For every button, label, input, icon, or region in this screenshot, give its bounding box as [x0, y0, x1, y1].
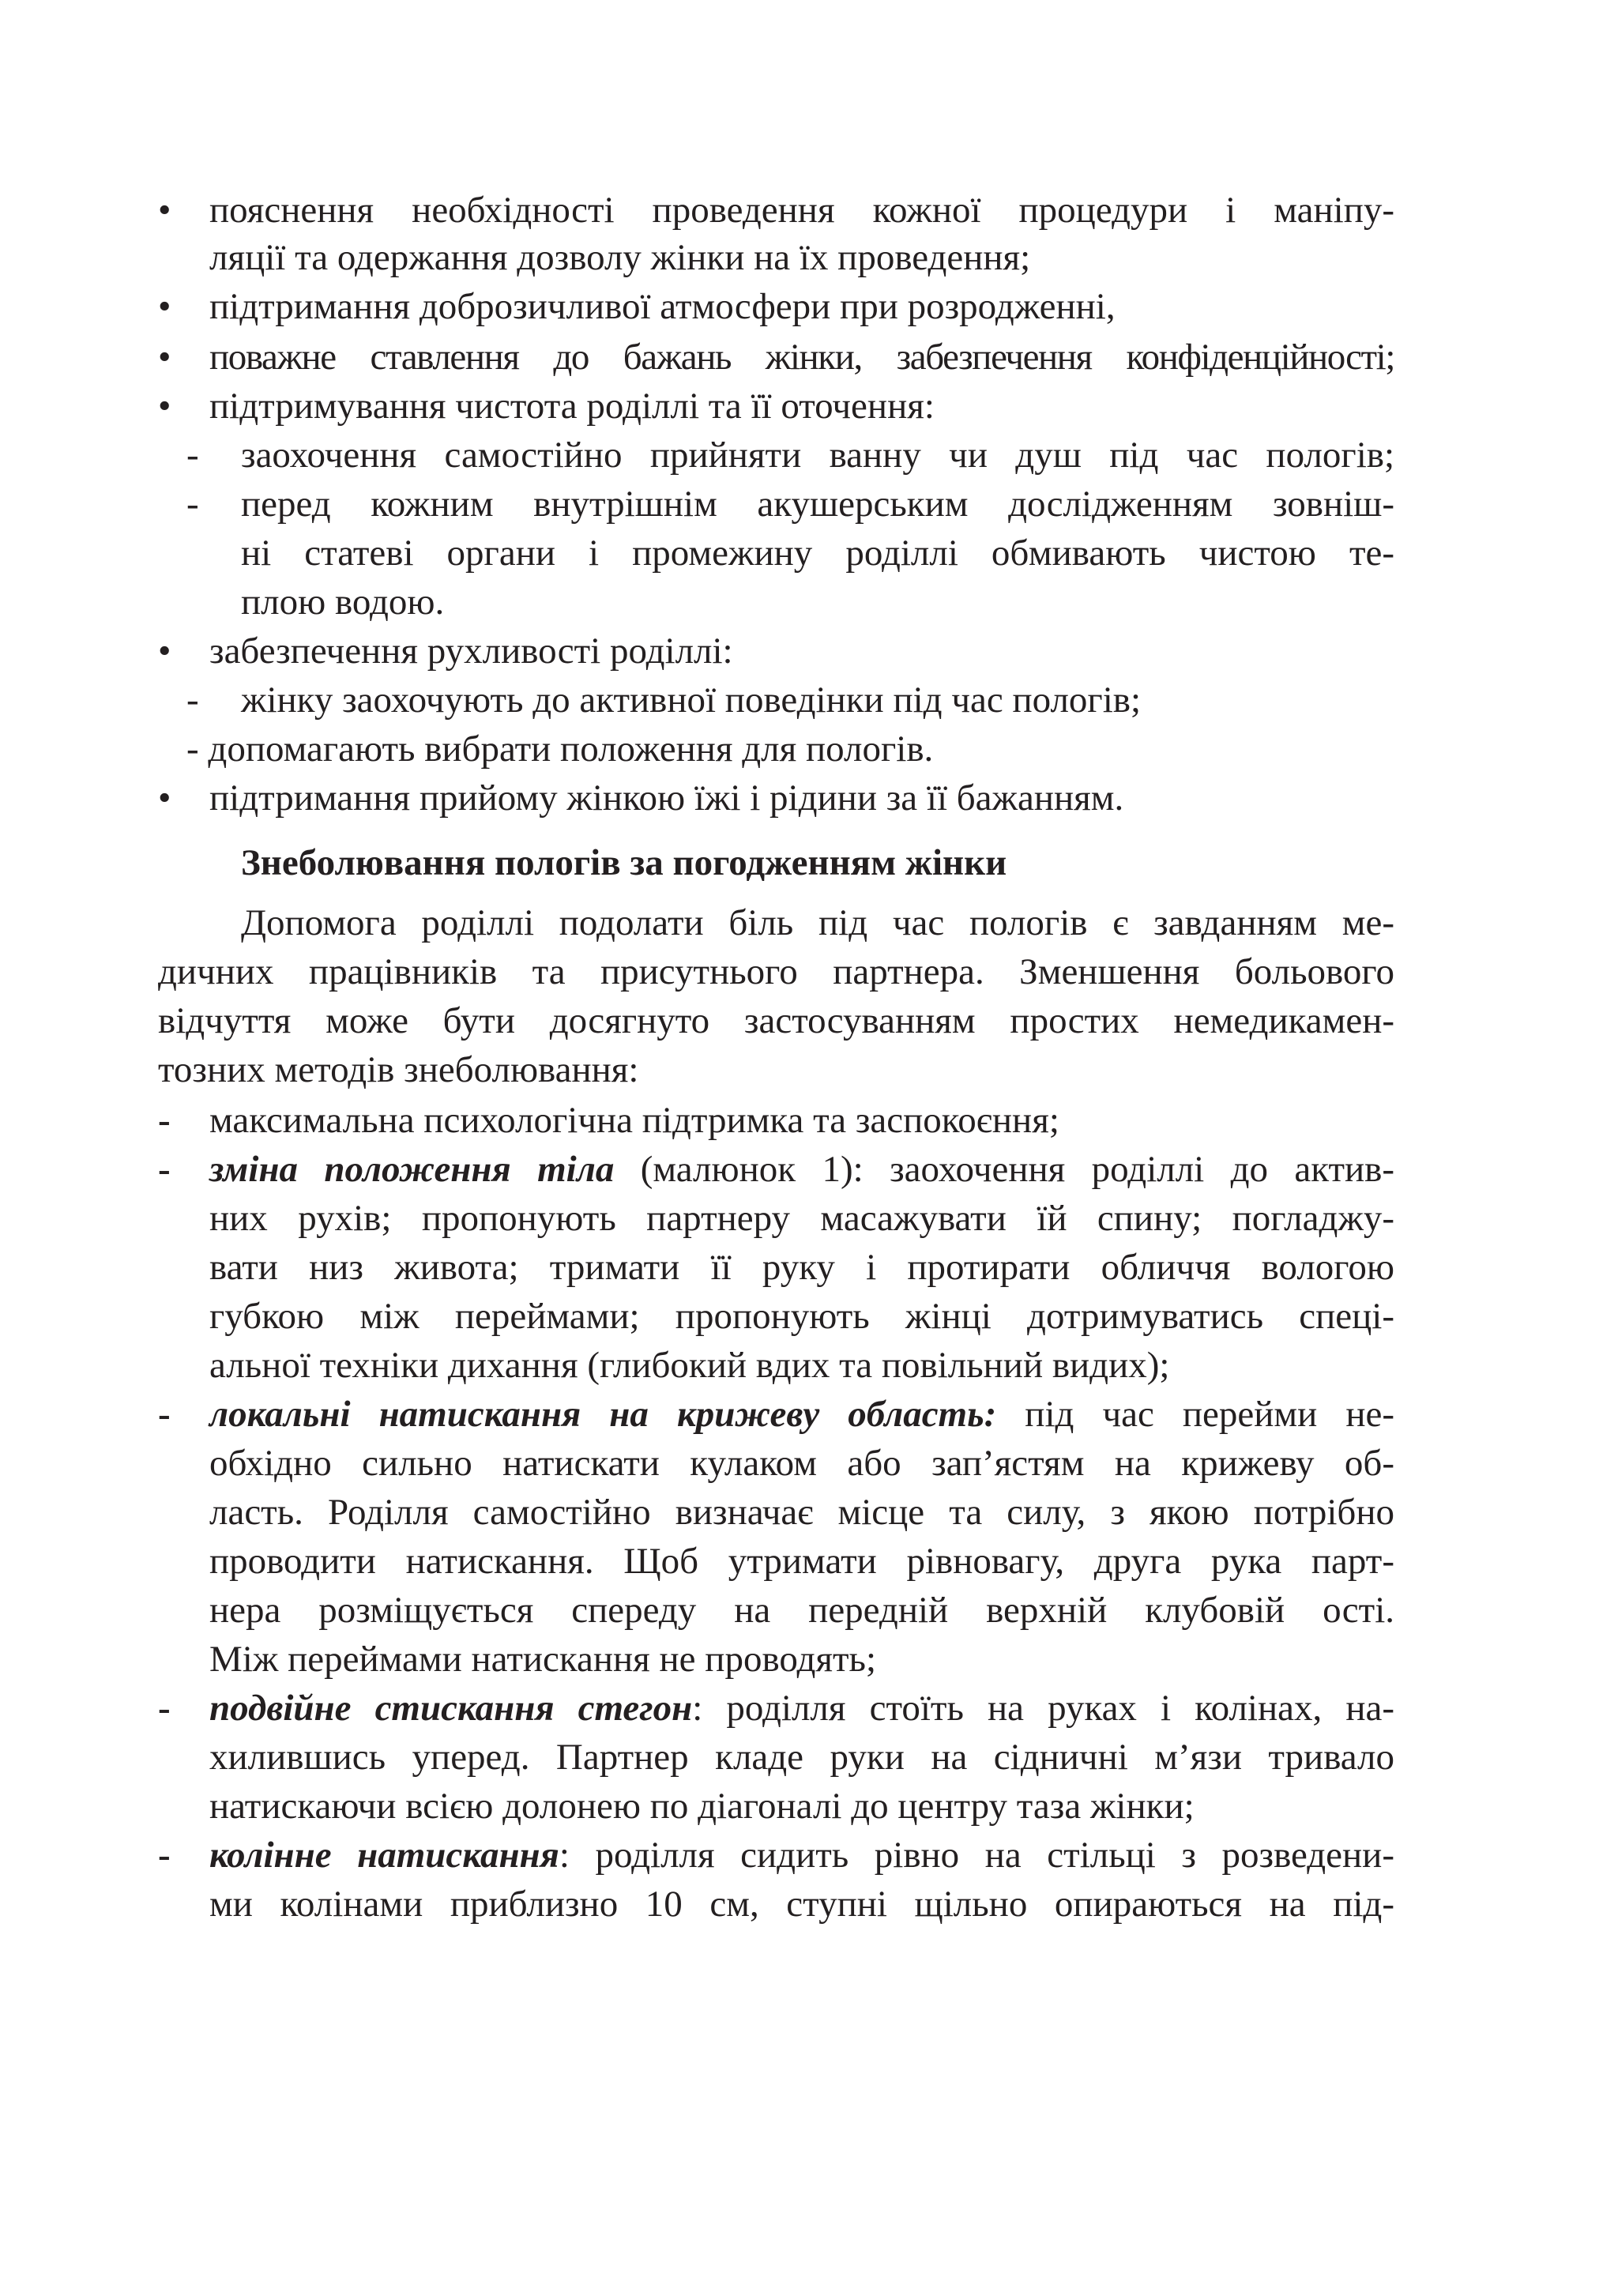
- dash-marker: -: [158, 1149, 171, 1190]
- method-line: Між переймами натискання не проводять;: [209, 1639, 877, 1680]
- bullet-line: ляції та одержання дозволу жінки на їх проведення;: [209, 237, 1031, 278]
- method-line: ласть. Роділля самостійно визначає місце та силу, з якою потрібно: [209, 1492, 1394, 1533]
- sub-bullet-line: жінку заохочують до активної поведінки під час пологів;: [241, 679, 1142, 721]
- paragraph-line: Допомога роділлі подолати біль під час пологів є завданням ме-: [241, 902, 1394, 943]
- bullet-line: пояснення необхідності проведення кожної процедури і маніпу-: [209, 190, 1394, 231]
- method-line: вати низ живота; тримати її руку і протирати обличчя вологою: [209, 1247, 1394, 1288]
- bullet-line: підтримування чистота роділлі та її оточення:: [209, 386, 935, 427]
- bullet-line: забезпечення рухливості роділлі:: [209, 630, 733, 672]
- method-text: під час перейми не-: [996, 1394, 1394, 1435]
- method-line: [209, 1146, 1394, 1193]
- method-line: [209, 1684, 1394, 1732]
- method-line: нера розміщується спереду на передній верхній клубовій ості.: [209, 1590, 1394, 1631]
- sub-bullet-line: перед кожним внутрішнім акушерським дослідженням зовніш-: [241, 484, 1394, 525]
- bullet-marker: •: [158, 337, 171, 378]
- bullet-marker: •: [158, 777, 171, 819]
- method-line: ми колінами приблизно 10 см, ступні щільно опираються на під-: [209, 1884, 1394, 1925]
- method-term: подвійне стискання стегон: [209, 1688, 693, 1729]
- method-line: альної техніки дихання (глибокий вдих та повільний видих);: [209, 1345, 1170, 1386]
- sub-bullet-line: ні статеві органи і промежину роділлі обмивають чистою те-: [241, 533, 1394, 574]
- method-line: натискаючи всією долонею по діагоналі до центру таза жінки;: [209, 1786, 1195, 1827]
- method-line: максимальна психологічна підтримка та заспокоєння;: [209, 1100, 1059, 1141]
- method-line: хилившись уперед. Партнер кладе руки на сідничні м’язи тривало: [209, 1737, 1394, 1778]
- dash-marker: -: [158, 1100, 171, 1141]
- method-line: [209, 1391, 1394, 1438]
- paragraph-line: дичних працівників та присутнього партнера. Зменшення больового: [158, 951, 1394, 992]
- bullet-line: підтримання доброзичливої атмосфери при розродженні,: [209, 286, 1116, 327]
- bullet-line: підтримання прийому жінкою їжі і рідини за її бажанням.: [209, 777, 1124, 819]
- sub-bullet-line: - допомагають вибрати положення для пологів.: [186, 728, 934, 770]
- dash-marker: -: [158, 1835, 171, 1876]
- dash-marker: -: [158, 1688, 171, 1729]
- paragraph-line: відчуття може бути досягнуто застосуванням простих немедикамен-: [158, 1000, 1394, 1041]
- method-line: них рухів; пропонують партнеру масажувати їй спину; погладжу-: [209, 1198, 1394, 1239]
- method-text: : роділля стоїть на руках і колінах, на-: [692, 1688, 1394, 1729]
- method-line: проводити натискання. Щоб утримати рівновагу, друга рука парт-: [209, 1541, 1394, 1582]
- method-term: локальні натискання на крижеву область:: [209, 1394, 997, 1435]
- bullet-line: поважне ставлення до бажань жінки, забезпечення конфіденційності;: [209, 337, 1394, 378]
- bullet-marker: •: [158, 190, 171, 231]
- method-line: обхідно сильно натискати кулаком або зап’ястям на крижеву об-: [209, 1443, 1394, 1484]
- paragraph-line: тозних методів знеболювання:: [158, 1049, 639, 1090]
- dash-marker: -: [186, 435, 199, 476]
- dash-marker: -: [186, 484, 199, 525]
- section-heading: Знеболювання пологів за погодженням жінки: [241, 842, 1007, 883]
- dash-marker: -: [186, 679, 199, 721]
- method-text: : роділля сидить рівно на стільці з розведени-: [559, 1835, 1394, 1876]
- method-line: [209, 1831, 1394, 1879]
- method-line: губкою між переймами; пропонують жінці дотримуватись спеці-: [209, 1296, 1394, 1337]
- sub-bullet-line: заохочення самостійно прийняти ванну чи душ під час пологів;: [241, 435, 1394, 476]
- method-term: зміна положення тіла: [209, 1149, 615, 1190]
- bullet-marker: •: [158, 386, 171, 427]
- dash-marker: -: [158, 1394, 171, 1435]
- bullet-marker: •: [158, 286, 171, 327]
- method-text: (малюнок 1): заохочення роділлі до актив-: [614, 1149, 1395, 1190]
- bullet-marker: •: [158, 630, 171, 672]
- sub-bullet-line: плою водою.: [241, 582, 445, 623]
- method-term: колінне натискання: [209, 1835, 559, 1876]
